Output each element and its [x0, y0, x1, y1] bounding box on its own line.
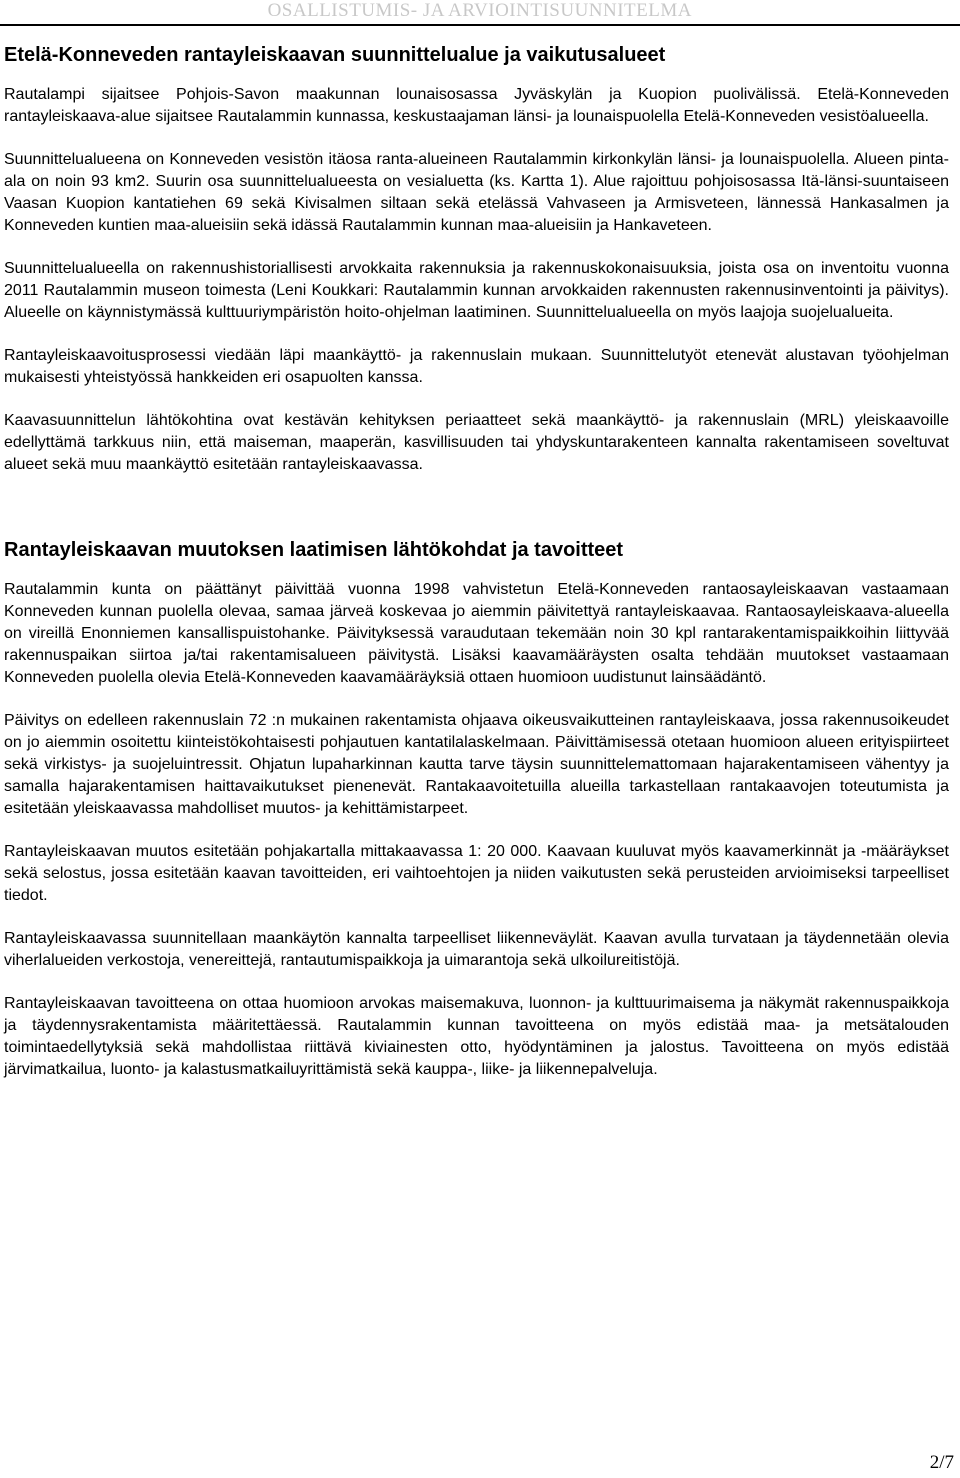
section-heading-planning-area: Etelä-Konneveden rantayleiskaavan suunnittelualue ja vaikutusalueet [4, 44, 666, 66]
paragraph: Päivitys on edelleen rakennuslain 72 :n mukainen rakentamista ohjaava oikeusvaikutteinen rantayleiskaava, jossa rakennusoikeudet on jo aiemmin osoitettu kiinteistökohtaisesti pohjautuen kantatilalaskelmaan. Päivittämisessä otetaan huomioon alueen erityispiirteet sekä virkistys- ja suojeluintressit. Ohjatun lupaharkinnan kautta tarve täysin suunnittelemattomaan hajarakentamiseen vähentyy ja samalla hajarakentamisen haittavaikutukset pienenevät. Rantakaavoitetuilla alueilla tarkastellaan rantakaavojen toteutumista ja esitetään yleiskaavassa mahdolliset muutos- ja kehittämistarpeet. [4, 712, 949, 817]
document-body [4, 40, 949, 1081]
paragraph: Rantayleiskaavassa suunnitellaan maankäytön kannalta tarpeelliset liikenneväylät. Kaavan avulla turvataan ja täydennetään olevia viherlalueiden verkostoja, venereittejä, rantautumispaikkoja ja uimarantoja sekä ulkoilureitistöjä. [4, 930, 949, 969]
paragraph: Kaavasuunnittelun lähtökohtina ovat kestävän kehityksen periaatteet sekä maankäyttö- ja rakennuslain (MRL) yleiskaavoille edellyttämä tarkkuus niin, että maiseman, maaperän, kasvillisuuden tai yhdyskuntarakenteen kannalta rakentamiseen soveltuvat alueet sekä muu maankäyttö esitetään rantayleiskaavassa. [4, 412, 949, 473]
page-number: 2/7 [929, 1452, 954, 1473]
section-spacer [4, 497, 949, 535]
paragraph: Rantayleiskaavoitusprosessi viedään läpi maankäyttö- ja rakennuslain mukaan. Suunnittelutyöt etenevät alustavan työohjelman mukaisesti yhteistyössä hankkeiden eri osapuolten kanssa. [4, 347, 949, 386]
header-title: OSALLISTUMIS- JA ARVIOINTISUUNNITELMA [267, 0, 692, 21]
header-rule [0, 24, 960, 26]
section-heading-goals: Rantayleiskaavan muutoksen laatimisen lähtökohdat ja tavoitteet [4, 539, 624, 561]
page-header [0, 0, 960, 22]
paragraph: Rautalammin kunta on päättänyt päivittää vuonna 1998 vahvistetun Etelä-Konneveden rantaosayleiskaavan vastaamaan Konneveden kunnan puolella olevaa, samaa järveä koskevaa jo aiemmin päivitettyä rantayleiskaavaa. Rantaosayleiskaava-alueella on vireillä Enonniemen kansallispuistohanke. Päivityksessä varaudutaan tekemään noin 30 kpl rantarakentamispaikkoihin liittyvää rakennuspaikan siirtoa ja/tai rakentamisalueen päivitystä. Lisäksi kaavamääräysten osalta tehdään muutokset vastaamaan Konneveden puolella olevia Etelä-Konneveden kaavamääräyksiä ottaen huomioon uudistunut lainsäädäntö. [4, 581, 949, 686]
paragraph: Rautalampi sijaitsee Pohjois-Savon maakunnan lounaisosassa Jyväskylän ja Kuopion puolivälissä. Etelä-Konneveden rantayleiskaava-alue sijaitsee Rautalammin kunnassa, keskustaajaman länsi- ja lounaispuolella Etelä-Konneveden vesistöalueella. [4, 86, 949, 125]
paragraph: Suunnittelualueena on Konneveden vesistön itäosa ranta-alueineen Rautalammin kirkonkylän länsi- ja lounaispuolella. Alueen pinta-ala on noin 93 km2. Suurin osa suunnittelualueesta on vesialuetta (ks. Kartta 1). Alue rajoittuu pohjoisosassa Itä-länsi-suuntaiseen Vaasan Kuopion kantatiehen 69 sekä Kivisalmen siltaan sekä etelässä Vahvaseen ja Armisveteen, lännessä Hankasalmen ja Konneveden kuntien maa-alueisiin sekä idässä Rautalammin kunnan maa-alueisiin ja Hankaveteen. [4, 151, 949, 234]
paragraph: Suunnittelualueella on rakennushistoriallisesti arvokkaita rakennuksia ja rakennuskokonaisuuksia, joista osa on inventoitu vuonna 2011 Rautalammin museon toimesta (Leni Koukkari: Rautalammin kunnan arvokkaiden rakennusten rakennusinventointi ja päivitys). Alueelle on käynnistymässä kulttuuriympäristön hoito-ohjelman laatiminen. Suunnittelualueella on myös laajoja suojelualueita. [4, 260, 949, 321]
paragraph: Rantayleiskaavan tavoitteena on ottaa huomioon arvokas maisemakuva, luonnon- ja kulttuurimaisema ja näkymät rakennuspaikkoja ja täydennysrakentamista määritettäessä. Rautalammin kunnan tavoitteena on myös edistää maa- ja metsätalouden toimintaedellytyksiä sekä mahdollistaa riittävä kiviainesten otto, hyödyntäminen ja jalostus. Tavoitteena on myös edistää järvimatkailua, luonto- ja kalastusmatkailuyrittämistä sekä kauppa-, liike- ja liikennepalveluja. [4, 995, 949, 1078]
paragraph: Rantayleiskaavan muutos esitetään pohjakartalla mittakaavassa 1: 20 000. Kaavaan kuuluvat myös kaavamerkinnät ja -määräykset sekä selostus, jossa esitetään kaavan tavoitteiden, eri vaihtoehtojen ja niiden vaikutusten sekä perusteiden arvioimiseksi tarpeelliset tiedot. [4, 843, 949, 904]
